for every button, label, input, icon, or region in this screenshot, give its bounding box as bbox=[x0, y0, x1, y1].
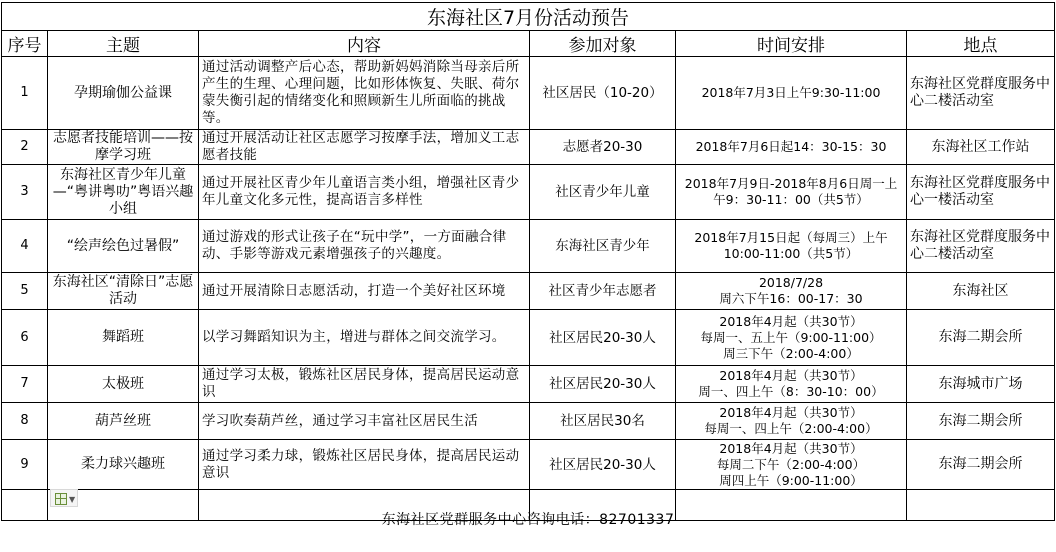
cell-topic[interactable]: 太极班 bbox=[48, 366, 199, 403]
cell-content[interactable]: 学习吹奏葫芦丝，通过学习丰富社区居民生活 bbox=[199, 403, 530, 440]
cell-time[interactable]: 2018年4月起（共30节） 每周一、四上午（2:00-4:00） bbox=[676, 403, 907, 440]
cell-topic[interactable]: 孕期瑜伽公益课 bbox=[48, 57, 199, 130]
cell-topic[interactable]: 舞蹈班 bbox=[48, 310, 199, 366]
cell-audience[interactable]: 社区居民20-30人 bbox=[530, 310, 676, 366]
table-row bbox=[2, 165, 1055, 220]
table-row bbox=[2, 310, 1055, 366]
cell-time[interactable]: 2018年7月15日起（每周三）上午10:00-11:00（共5节） bbox=[676, 220, 907, 273]
spreadsheet-icon bbox=[55, 493, 67, 505]
activity-table bbox=[1, 2, 1055, 521]
cell-seq[interactable]: 3 bbox=[2, 165, 48, 220]
cell-time[interactable]: 2018年4月起（共30节） 每周二下午（2:00-4:00） 周四上午（9:00-11:00） bbox=[676, 440, 907, 490]
table-row bbox=[2, 440, 1055, 490]
cell-audience[interactable]: 东海社区青少年 bbox=[530, 220, 676, 273]
paste-options-icon[interactable] bbox=[50, 489, 78, 507]
cell-audience[interactable]: 社区居民20-30人 bbox=[530, 440, 676, 490]
cell-content[interactable]: 通过开展社区青少年儿童语言类小组，增强社区青少年儿童文化多元性，提高语言多样性 bbox=[199, 165, 530, 220]
header-topic[interactable]: 主题 bbox=[48, 31, 199, 57]
cell-place[interactable]: 东海社区党群度服务中心二楼活动室 bbox=[907, 220, 1055, 273]
table-row bbox=[2, 220, 1055, 273]
cell-content[interactable]: 通过活动调整产后心态，帮助新妈妈消除当母亲后所产生的生理、心理问题，比如形体恢复、失眠、荷尔蒙失衡引起的情绪变化和照顾新生儿所面临的挑战等。 bbox=[199, 57, 530, 130]
cell-seq[interactable]: 9 bbox=[2, 440, 48, 490]
cell-seq[interactable]: 5 bbox=[2, 273, 48, 310]
table-row bbox=[2, 366, 1055, 403]
cell-place[interactable]: 东海社区党群度服务中心一楼活动室 bbox=[907, 165, 1055, 220]
cell-time[interactable]: 2018年7月3日上午9:30-11:00 bbox=[676, 57, 907, 130]
header-audience[interactable]: 参加对象 bbox=[530, 31, 676, 57]
table-row bbox=[2, 403, 1055, 440]
header-seq[interactable]: 序号 bbox=[2, 31, 48, 57]
cell-place[interactable]: 东海社区党群度服务中心二楼活动室 bbox=[907, 57, 1055, 130]
cell-place[interactable]: 东海城市广场 bbox=[907, 366, 1055, 403]
cell-content[interactable]: 通过学习柔力球，锻炼社区居民身体，提高居民运动意识 bbox=[199, 440, 530, 490]
cell-place[interactable]: 东海二期会所 bbox=[907, 403, 1055, 440]
cell-time[interactable]: 2018/7/28 周六下午16：00-17：30 bbox=[676, 273, 907, 310]
cell-time[interactable]: 2018年4月起（共30节） 周一、四上午（8：30-10：00） bbox=[676, 366, 907, 403]
cell-audience[interactable]: 社区居民30名 bbox=[530, 403, 676, 440]
cell-topic[interactable]: 东海社区“清除日”志愿活动 bbox=[48, 273, 199, 310]
cell-topic[interactable]: 东海社区青少年儿童—“粤讲粤叻”粤语兴趣小组 bbox=[48, 165, 199, 220]
header-time[interactable]: 时间安排 bbox=[676, 31, 907, 57]
cell-place[interactable]: 东海二期会所 bbox=[907, 310, 1055, 366]
cell-content[interactable]: 通过游戏的形式让孩子在“玩中学”，一方面融合律动、手影等游戏元素增强孩子的兴趣度。 bbox=[199, 220, 530, 273]
cell-audience[interactable]: 社区居民20-30人 bbox=[530, 366, 676, 403]
cell-place[interactable]: 东海社区工作站 bbox=[907, 130, 1055, 165]
contact-footer: 东海社区党群服务中心咨询电话：82701337 bbox=[381, 512, 675, 528]
cell-topic[interactable]: 柔力球兴趣班 bbox=[48, 440, 199, 490]
cell-audience[interactable]: 社区青少年志愿者 bbox=[530, 273, 676, 310]
cell-time[interactable]: 2018年4月起（共30节） 每周一、五上午（9:00-11:00） 周三下午（2:00-4:00） bbox=[676, 310, 907, 366]
cell-seq[interactable]: 8 bbox=[2, 403, 48, 440]
table-row bbox=[2, 130, 1055, 165]
table-row bbox=[2, 57, 1055, 130]
cell-place[interactable]: 东海社区 bbox=[907, 273, 1055, 310]
cell-time[interactable]: 2018年7月9日-2018年8月6日周一上午9：30-11：00（共5节） bbox=[676, 165, 907, 220]
table-row bbox=[2, 273, 1055, 310]
cell-seq[interactable]: 2 bbox=[2, 130, 48, 165]
cell-audience[interactable]: 社区居民（10-20） bbox=[530, 57, 676, 130]
cell-topic[interactable]: 志愿者技能培训——按摩学习班 bbox=[48, 130, 199, 165]
cell-content[interactable]: 以学习舞蹈知识为主，增进与群体之间交流学习。 bbox=[199, 310, 530, 366]
cell-place[interactable]: 东海二期会所 bbox=[907, 440, 1055, 490]
cell-audience[interactable]: 志愿者20-30 bbox=[530, 130, 676, 165]
header-row bbox=[2, 31, 1055, 57]
cell-time[interactable]: 2018年7月6日起14：30-15：30 bbox=[676, 130, 907, 165]
header-place[interactable]: 地点 bbox=[907, 31, 1055, 57]
cell-seq[interactable]: 7 bbox=[2, 366, 48, 403]
cell-seq[interactable]: 1 bbox=[2, 57, 48, 130]
cell-topic[interactable]: 葫芦丝班 bbox=[48, 403, 199, 440]
chevron-down-icon: ▼ bbox=[69, 495, 76, 504]
sheet-title[interactable]: 东海社区7月份活动预告 bbox=[2, 3, 1055, 31]
cell-seq[interactable]: 6 bbox=[2, 310, 48, 366]
cell-topic[interactable]: “绘声绘色过暑假” bbox=[48, 220, 199, 273]
cell-content[interactable]: 通过开展活动让社区志愿学习按摩手法，增加义工志愿者技能 bbox=[199, 130, 530, 165]
cell-audience[interactable]: 社区青少年儿童 bbox=[530, 165, 676, 220]
header-content[interactable]: 内容 bbox=[199, 31, 530, 57]
cell-content[interactable]: 通过学习太极，锻炼社区居民身体，提高居民运动意识 bbox=[199, 366, 530, 403]
cell-seq[interactable]: 4 bbox=[2, 220, 48, 273]
cell-content[interactable]: 通过开展清除日志愿活动，打造一个美好社区环境 bbox=[199, 273, 530, 310]
